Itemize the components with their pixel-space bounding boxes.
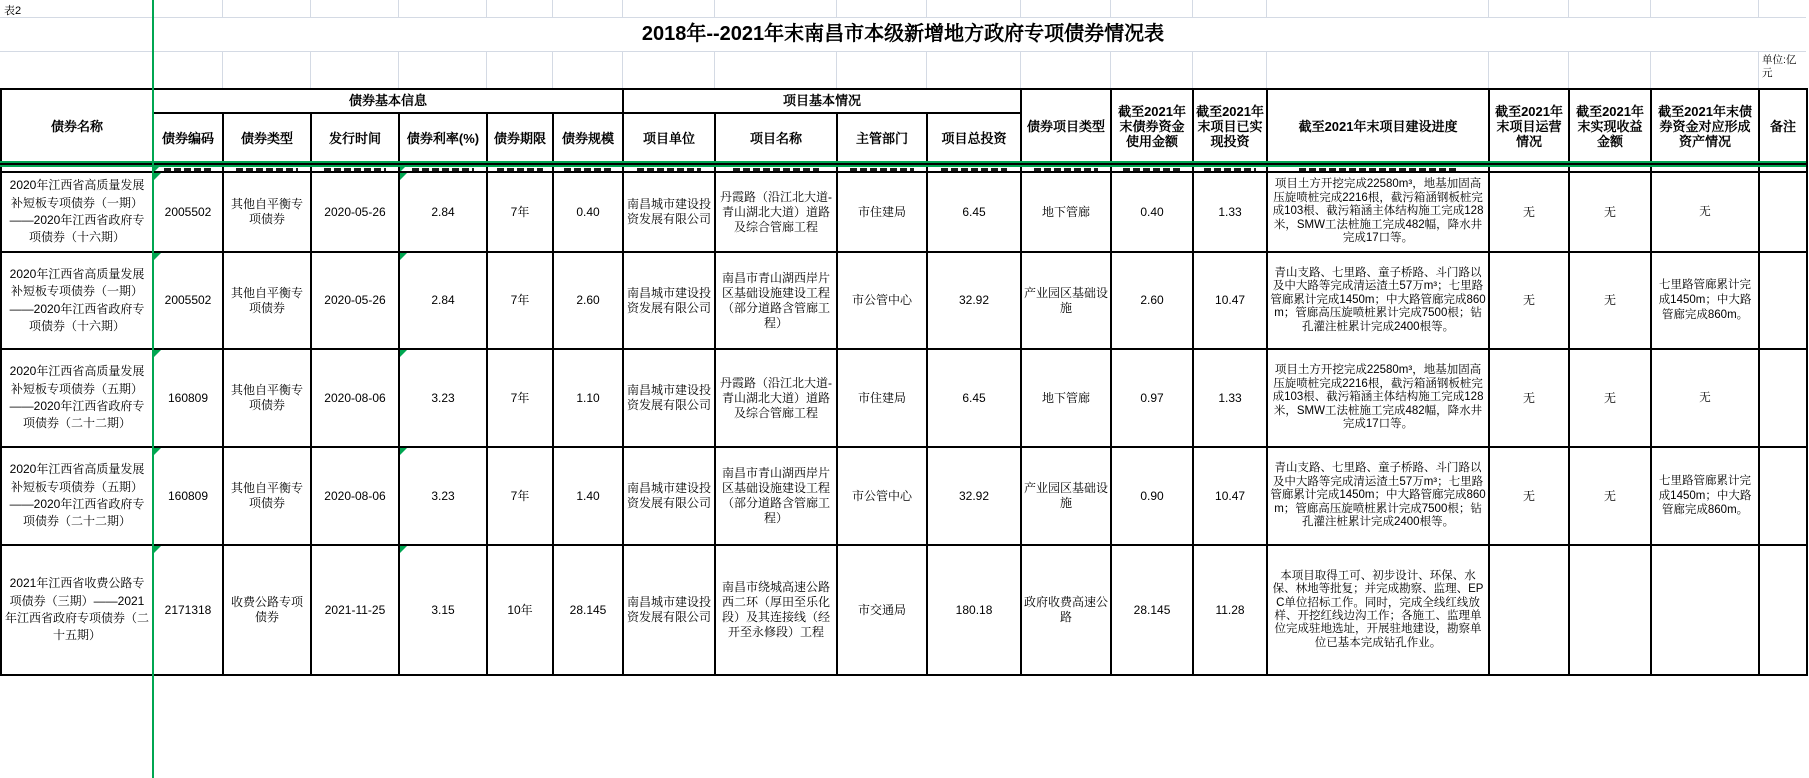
col-header-remarks[interactable]: 备注: [1759, 89, 1807, 164]
cell-value: 无: [1699, 391, 1711, 404]
col-header-total-investment[interactable]: 项目总投资: [927, 113, 1021, 164]
cell-total-investment[interactable]: [927, 349, 1021, 447]
cell-project-type[interactable]: [1021, 349, 1111, 447]
cell-project-type[interactable]: [1021, 252, 1111, 349]
cell-value: 青山支路、七里路、童子桥路、斗门路以及中大路等完成清运渣土57万m³；七里路管廊累计完成1450m；中大路管廊完成860m；管廊高压旋喷桩累计完成7500根；钻孔灌注桩累计完成2400根等。: [1270, 266, 1486, 333]
cell-value: 其他自平衡专项债券: [230, 285, 303, 315]
cell-issue-date[interactable]: [311, 545, 399, 675]
cell-value: 本项目取得工可、初步设计、环保、水保、林地等批复；并完成勘察、监理、EPC单位招标工作。同时，完成全线红线放样、开挖红线边沟工作；各施工、监理单位完成驻地选址，开展驻地建设，勘察单位已基本完成钻孔作业。: [1272, 569, 1484, 649]
cell-value: 160809: [167, 488, 209, 503]
cell-total-investment[interactable]: [927, 172, 1021, 252]
cell-project-name[interactable]: [715, 172, 837, 252]
cell-project-name[interactable]: [715, 349, 837, 447]
cell-value: 7年: [510, 293, 530, 307]
cell-interest-rate[interactable]: [399, 447, 487, 545]
cell-value: 2005502: [164, 204, 212, 219]
cell-department[interactable]: [837, 349, 927, 447]
cell-bond-name[interactable]: [1, 447, 153, 545]
cell-project-unit[interactable]: [623, 172, 715, 252]
cell-value: 6.45: [962, 204, 986, 219]
col-header-bond-name[interactable]: 债券名称: [1, 89, 153, 164]
cell-total-investment[interactable]: [927, 252, 1021, 349]
freeze-pane-horizontal-line2: [0, 165, 1806, 167]
clipped-text-smudge: [497, 168, 543, 171]
clipped-text-smudge: [1123, 168, 1181, 171]
cell-value: 2.84: [431, 293, 455, 307]
cell-value: 7年: [510, 204, 530, 219]
cell-value: 160809: [167, 390, 209, 405]
cell-value: 0.40: [1140, 204, 1164, 219]
clipped-text-smudge: [324, 168, 386, 171]
cell-bond-code[interactable]: [153, 172, 223, 252]
cell-project-name[interactable]: [715, 447, 837, 545]
sheet-gridline: [1758, 52, 1759, 88]
cell-department[interactable]: [837, 447, 927, 545]
cell-assets-formed[interactable]: [1651, 545, 1759, 675]
cell-value: 3.15: [431, 602, 455, 617]
cell-value: 南昌城市建设投资发展有限公司: [627, 595, 712, 624]
cell-value: 0.90: [1140, 488, 1164, 503]
cell-value: 其他自平衡专项债券: [230, 197, 303, 226]
sheet-gridline: [0, 51, 1806, 52]
clipped-text-smudge: [1034, 168, 1097, 171]
cell-value: 180.18: [955, 602, 993, 617]
cell-value: 无: [1523, 293, 1536, 307]
col-header-interest-rate[interactable]: 债券利率(%): [399, 113, 487, 164]
cell-value: 无: [1604, 390, 1617, 405]
clipped-text-smudge: [1299, 168, 1457, 171]
cell-project-unit[interactable]: [623, 349, 715, 447]
cell-term[interactable]: [487, 252, 553, 349]
cell-value: 项目土方开挖完成22580m³，地基加固高压旋喷桩完成2216根，截污箱涵钢板桩完成103根、截污箱涵主体结构施工完成128米，SMW工法桩施工完成482幅，降水井完成17口等。: [1272, 364, 1484, 431]
col-header-assets-formed[interactable]: 截至2021年末债券资金对应形成资产情况: [1651, 89, 1759, 164]
cell-scale[interactable]: [553, 349, 623, 447]
cell-bond-name[interactable]: [1, 545, 153, 675]
sheet-gridline: [1650, 0, 1651, 17]
col-header-scale[interactable]: 债券规模: [553, 113, 623, 164]
cell-operation-status[interactable]: [1489, 545, 1569, 675]
sheet-corner-label[interactable]: 表2: [4, 5, 22, 17]
spreadsheet-table: [0, 88, 1808, 676]
cell-construction-progress[interactable]: [1267, 252, 1489, 349]
cell-funds-used[interactable]: [1111, 172, 1193, 252]
cell-issue-date[interactable]: [311, 349, 399, 447]
cell-bond-type[interactable]: [223, 545, 311, 675]
table-body: [1, 164, 1807, 675]
cell-value: 其他自平衡专项债券: [230, 481, 303, 510]
cell-project-name[interactable]: [715, 252, 837, 349]
cell-value: 南昌市青山湖西岸片区基础设施建设工程（部分道路含管廊工程）: [722, 466, 831, 525]
cell-scale[interactable]: [553, 172, 623, 252]
clipped-text-smudge: [941, 168, 1007, 171]
cell-term[interactable]: [487, 172, 553, 252]
cell-bond-code[interactable]: [153, 349, 223, 447]
cell-bond-code[interactable]: [153, 252, 223, 349]
clipped-text-smudge: [733, 168, 819, 171]
cell-value: 丹霞路（沿江北大道-青山湖北大道）道路及综合管廊工程: [720, 189, 833, 234]
cell-value: 南昌城市建设投资发展有限公司: [627, 481, 712, 510]
cell-value: 无: [1604, 293, 1617, 307]
cell-value: 2020年江西省高质量发展补短板专项债券（五期）——2020年江西省政府专项债券（二十二期）: [9, 364, 145, 431]
clipped-text-smudge: [412, 168, 474, 171]
cell-value: 10.47: [1215, 488, 1246, 503]
cell-value: 地下管廊: [1042, 204, 1091, 219]
cell-value: 项目土方开挖完成22580m³，地基加固高压旋喷桩完成2216根，截污箱涵钢板桩完成103根、截污箱涵主体结构施工完成128米，SMW工法桩施工完成482幅，降水井完成17口等。: [1272, 178, 1484, 245]
col-header-project-type[interactable]: 债券项目类型: [1021, 89, 1111, 164]
cell-value: 市公管中心: [852, 488, 913, 503]
cell-project-type[interactable]: [1021, 545, 1111, 675]
sheet-gridline: [1650, 52, 1651, 88]
cell-construction-progress[interactable]: [1267, 172, 1489, 252]
cell-investment-realized[interactable]: [1193, 545, 1267, 675]
sheet-gridline: [222, 52, 223, 88]
sheet-gridline: [1758, 0, 1759, 17]
cell-value: 0.40: [576, 204, 600, 219]
sheet-gridline: [486, 0, 487, 17]
cell-value: 32.92: [959, 488, 990, 503]
sheet-gridline: [310, 0, 311, 17]
cell-total-investment[interactable]: [927, 447, 1021, 545]
col-header-project-unit[interactable]: 项目单位: [623, 113, 715, 164]
sheet-gridline: [622, 52, 623, 88]
cell-value: 2171318: [164, 602, 212, 617]
cell-value: 无: [1523, 488, 1536, 503]
sheet-gridline: [1568, 52, 1569, 88]
sheet-gridline: [1266, 52, 1267, 88]
cell-value: 南昌城市建设投资发展有限公司: [627, 285, 712, 315]
clipped-text-smudge: [236, 168, 298, 171]
cell-remarks[interactable]: [1759, 349, 1807, 447]
cell-value: 市住建局: [858, 390, 907, 405]
error-indicator-triangle-icon: [400, 173, 407, 180]
col-header-funds-used[interactable]: 截至2021年末债券资金使用金额: [1111, 89, 1193, 164]
cell-assets-formed[interactable]: [1651, 172, 1759, 252]
clipped-text-smudge: [637, 168, 702, 171]
col-header-investment-realized[interactable]: 截至2021年末项目已实现投资: [1193, 89, 1267, 164]
cell-value: 2020-08-06: [324, 390, 386, 405]
cell-assets-formed[interactable]: [1651, 447, 1759, 545]
cell-bond-type[interactable]: [223, 172, 311, 252]
col-header-construction-progress[interactable]: 截至2021年末项目建设进度: [1267, 89, 1489, 164]
cell-value: 7年: [510, 390, 530, 405]
cell-value: 无: [1523, 390, 1536, 405]
cell-value: 无: [1604, 488, 1617, 503]
error-indicator-triangle-icon: [154, 546, 161, 553]
cell-remarks[interactable]: [1759, 252, 1807, 349]
cell-construction-progress[interactable]: [1267, 545, 1489, 675]
cell-value: 市住建局: [858, 204, 907, 219]
cell-value: 2020-08-06: [324, 488, 386, 503]
error-indicator-triangle-icon: [400, 350, 407, 357]
cell-issue-date[interactable]: [311, 447, 399, 545]
clipped-text-smudge: [164, 168, 213, 171]
cell-value: 6.45: [962, 390, 986, 405]
cell-value: 南昌市青山湖西岸片区基础设施建设工程（部分道路含管廊工程）: [722, 270, 831, 330]
cell-bond-name[interactable]: [1, 172, 153, 252]
cell-issue-date[interactable]: [311, 172, 399, 252]
sheet-gridline: [836, 0, 837, 17]
cell-value: 1.33: [1218, 204, 1242, 219]
cell-value: 2021年江西省收费公路专项债券（三期）——2021年江西省政府专项债券（二十五期）: [4, 576, 149, 643]
sheet-gridline: [926, 0, 927, 17]
cell-income-amount[interactable]: [1569, 172, 1651, 252]
cell-assets-formed[interactable]: [1651, 252, 1759, 349]
cell-term[interactable]: [487, 545, 553, 675]
cell-value: 地下管廊: [1042, 390, 1091, 405]
col-header-term[interactable]: 债券期限: [487, 113, 553, 164]
clipped-text-smudge: [1204, 168, 1256, 171]
cell-project-unit[interactable]: [623, 447, 715, 545]
table-row: [1, 172, 1807, 252]
sheet-gridline: [1488, 0, 1489, 17]
cell-bond-name[interactable]: [1, 349, 153, 447]
cell-operation-status[interactable]: [1489, 172, 1569, 252]
group-header-bond-info[interactable]: 债券基本信息: [153, 89, 623, 113]
unit-note[interactable]: 单位:亿元: [1762, 54, 1797, 80]
table-row: [1, 447, 1807, 545]
cell-value: 2020年江西省高质量发展补短板专项债券（五期）——2020年江西省政府专项债券（二十二期）: [9, 462, 145, 529]
col-header-income-amount[interactable]: 截至2021年末实现收益金额: [1569, 89, 1651, 164]
clipped-text-smudge: [850, 168, 913, 171]
table-row: [1, 545, 1807, 675]
cell-project-unit[interactable]: [623, 545, 715, 675]
cell-operation-status[interactable]: [1489, 349, 1569, 447]
cell-interest-rate[interactable]: [399, 172, 487, 252]
error-indicator-triangle-icon: [400, 448, 407, 455]
cell-income-amount[interactable]: [1569, 545, 1651, 675]
cell-value: 青山支路、七里路、童子桥路、斗门路以及中大路等完成清运渣土57万m³；七里路管廊累计完成1450m；中大路管廊完成860m；管廊高压旋喷桩累计完成7500根；钻孔灌注桩累计完成2400根等。: [1270, 462, 1486, 529]
clipped-text-smudge: [564, 168, 613, 171]
cell-bond-type[interactable]: [223, 447, 311, 545]
cell-project-name[interactable]: [715, 545, 837, 675]
sheet-gridline: [1110, 52, 1111, 88]
cell-value: 南昌市绕城高速公路西二环（厚田至乐化段）及其连接线（经开至永修段）工程: [722, 580, 831, 639]
sheet-gridline: [486, 52, 487, 88]
freeze-pane-horizontal-line: [0, 161, 1806, 163]
cell-value: 7年: [510, 488, 530, 503]
cell-value: 其他自平衡专项债券: [230, 383, 303, 412]
cell-value: 产业园区基础设施: [1024, 481, 1109, 510]
cell-value: 产业园区基础设施: [1024, 285, 1109, 315]
cell-bond-name[interactable]: [1, 252, 153, 349]
cell-value: 市交通局: [858, 602, 907, 617]
cell-value: 3.23: [431, 488, 455, 503]
cell-investment-realized[interactable]: [1193, 172, 1267, 252]
cell-income-amount[interactable]: [1569, 252, 1651, 349]
sheet-gridline: [552, 52, 553, 88]
error-indicator-triangle-icon: [400, 253, 407, 260]
cell-remarks[interactable]: [1759, 447, 1807, 545]
cell-value: 2005502: [164, 293, 212, 307]
group-header-project-info[interactable]: 项目基本情况: [623, 89, 1021, 113]
sheet-gridline: [1488, 52, 1489, 88]
cell-interest-rate[interactable]: [399, 545, 487, 675]
cell-value: 28.145: [569, 602, 607, 617]
cell-funds-used[interactable]: [1111, 349, 1193, 447]
sheet-gridline: [622, 0, 623, 17]
cell-scale[interactable]: [553, 545, 623, 675]
sheet-gridline: [398, 0, 399, 17]
cell-value: 1.33: [1218, 390, 1242, 405]
cell-value: 11.28: [1215, 602, 1245, 617]
cell-department[interactable]: [837, 252, 927, 349]
cell-department[interactable]: [837, 545, 927, 675]
col-header-project-name[interactable]: 项目名称: [715, 113, 837, 164]
sheet-gridline: [1266, 0, 1267, 17]
cell-value: 2021-11-25: [324, 602, 386, 617]
cell-issue-date[interactable]: [311, 252, 399, 349]
sheet-gridline: [1020, 0, 1021, 17]
cell-operation-status[interactable]: [1489, 447, 1569, 545]
cell-assets-formed[interactable]: [1651, 349, 1759, 447]
cell-income-amount[interactable]: [1569, 349, 1651, 447]
cell-interest-rate[interactable]: [399, 252, 487, 349]
cell-income-amount[interactable]: [1569, 447, 1651, 545]
col-header-operation-status[interactable]: 截至2021年末项目运营情况: [1489, 89, 1569, 164]
cell-term[interactable]: [487, 349, 553, 447]
cell-value: 2.84: [431, 204, 455, 219]
cell-value: 2020-05-26: [324, 293, 386, 307]
cell-value: 1.10: [576, 390, 600, 405]
cell-value: 收费公路专项债券: [230, 595, 303, 624]
sheet-gridline: [1020, 52, 1021, 88]
cell-value: 政府收费高速公路: [1024, 595, 1109, 624]
cell-value: 七里路管廊累计完成1450m；中大路管廊完成860m。: [1658, 279, 1752, 321]
cell-value: 32.92: [959, 293, 990, 307]
page-title[interactable]: 2018年--2021年末南昌市本级新增地方政府专项债券情况表: [641, 23, 1165, 45]
cell-remarks[interactable]: [1759, 172, 1807, 252]
cell-project-type[interactable]: [1021, 172, 1111, 252]
sheet-gridline: [552, 0, 553, 17]
cell-investment-realized[interactable]: [1193, 447, 1267, 545]
sheet-gridline: [1192, 0, 1193, 17]
cell-value: 市公管中心: [852, 293, 913, 307]
cell-value: 无: [1523, 204, 1536, 219]
cell-funds-used[interactable]: [1111, 447, 1193, 545]
cell-value: 2020-05-26: [324, 204, 386, 219]
cell-investment-realized[interactable]: [1193, 252, 1267, 349]
cell-bond-type[interactable]: [223, 252, 311, 349]
cell-value: 南昌城市建设投资发展有限公司: [627, 197, 712, 226]
cell-remarks[interactable]: [1759, 545, 1807, 675]
cell-scale[interactable]: [553, 447, 623, 545]
cell-bond-code[interactable]: [153, 545, 223, 675]
sheet-gridline: [836, 52, 837, 88]
error-indicator-triangle-icon: [400, 546, 407, 553]
error-indicator-triangle-icon: [154, 253, 161, 260]
cell-value: 无: [1699, 205, 1711, 218]
cell-project-type[interactable]: [1021, 447, 1111, 545]
cell-bond-code[interactable]: [153, 447, 223, 545]
cell-construction-progress[interactable]: [1267, 349, 1489, 447]
cell-value: 无: [1604, 204, 1617, 219]
cell-value: 0.97: [1140, 390, 1164, 405]
cell-value: 2020年江西省高质量发展补短板专项债券（一期）——2020年江西省政府专项债券（十六期）: [9, 266, 145, 333]
sheet-gridline: [1110, 0, 1111, 17]
sheet-gridline: [310, 52, 311, 88]
col-header-bond-type[interactable]: 债券类型: [223, 113, 311, 164]
freeze-pane-vertical-line: [152, 0, 154, 778]
table-row: [1, 349, 1807, 447]
cell-value: 2.60: [1140, 293, 1164, 307]
col-header-issue-date[interactable]: 发行时间: [311, 113, 399, 164]
cell-value: 10.47: [1215, 293, 1246, 307]
table-header: [1, 89, 1807, 164]
error-indicator-triangle-icon: [154, 350, 161, 357]
cell-funds-used[interactable]: [1111, 252, 1193, 349]
cell-bond-type[interactable]: [223, 349, 311, 447]
table-row: [1, 252, 1807, 349]
cell-value: 10年: [507, 602, 533, 617]
cell-value: 3.23: [431, 390, 455, 405]
cell-department[interactable]: [837, 172, 927, 252]
sheet-gridline: [1568, 0, 1569, 17]
sheet-gridline: [1192, 52, 1193, 88]
cell-scale[interactable]: [553, 252, 623, 349]
sheet-gridline: [398, 52, 399, 88]
col-header-bond-code[interactable]: 债券编码: [153, 113, 223, 164]
cell-value: 南昌城市建设投资发展有限公司: [627, 383, 712, 412]
cell-value: 2.60: [576, 293, 600, 307]
sheet-gridline: [714, 0, 715, 17]
sheet-gridline: [222, 0, 223, 17]
cell-value: 2020年江西省高质量发展补短板专项债券（一期）——2020年江西省政府专项债券（十六期）: [9, 178, 145, 245]
col-header-department[interactable]: 主管部门: [837, 113, 927, 164]
error-indicator-triangle-icon: [154, 173, 161, 180]
cell-value: 七里路管廊累计完成1450m；中大路管廊完成860m。: [1658, 474, 1752, 517]
cell-value: 28.145: [1133, 602, 1171, 617]
cell-funds-used[interactable]: [1111, 545, 1193, 675]
cell-construction-progress[interactable]: [1267, 447, 1489, 545]
cell-total-investment[interactable]: [927, 545, 1021, 675]
error-indicator-triangle-icon: [154, 448, 161, 455]
cell-value: 丹霞路（沿江北大道-青山湖北大道）道路及综合管廊工程: [720, 375, 833, 420]
cell-interest-rate[interactable]: [399, 349, 487, 447]
sheet-gridline: [714, 52, 715, 88]
cell-project-unit[interactable]: [623, 252, 715, 349]
sheet-gridline: [926, 52, 927, 88]
cell-operation-status[interactable]: [1489, 252, 1569, 349]
cell-investment-realized[interactable]: [1193, 349, 1267, 447]
cell-term[interactable]: [487, 447, 553, 545]
cell-value: 1.40: [576, 488, 600, 503]
